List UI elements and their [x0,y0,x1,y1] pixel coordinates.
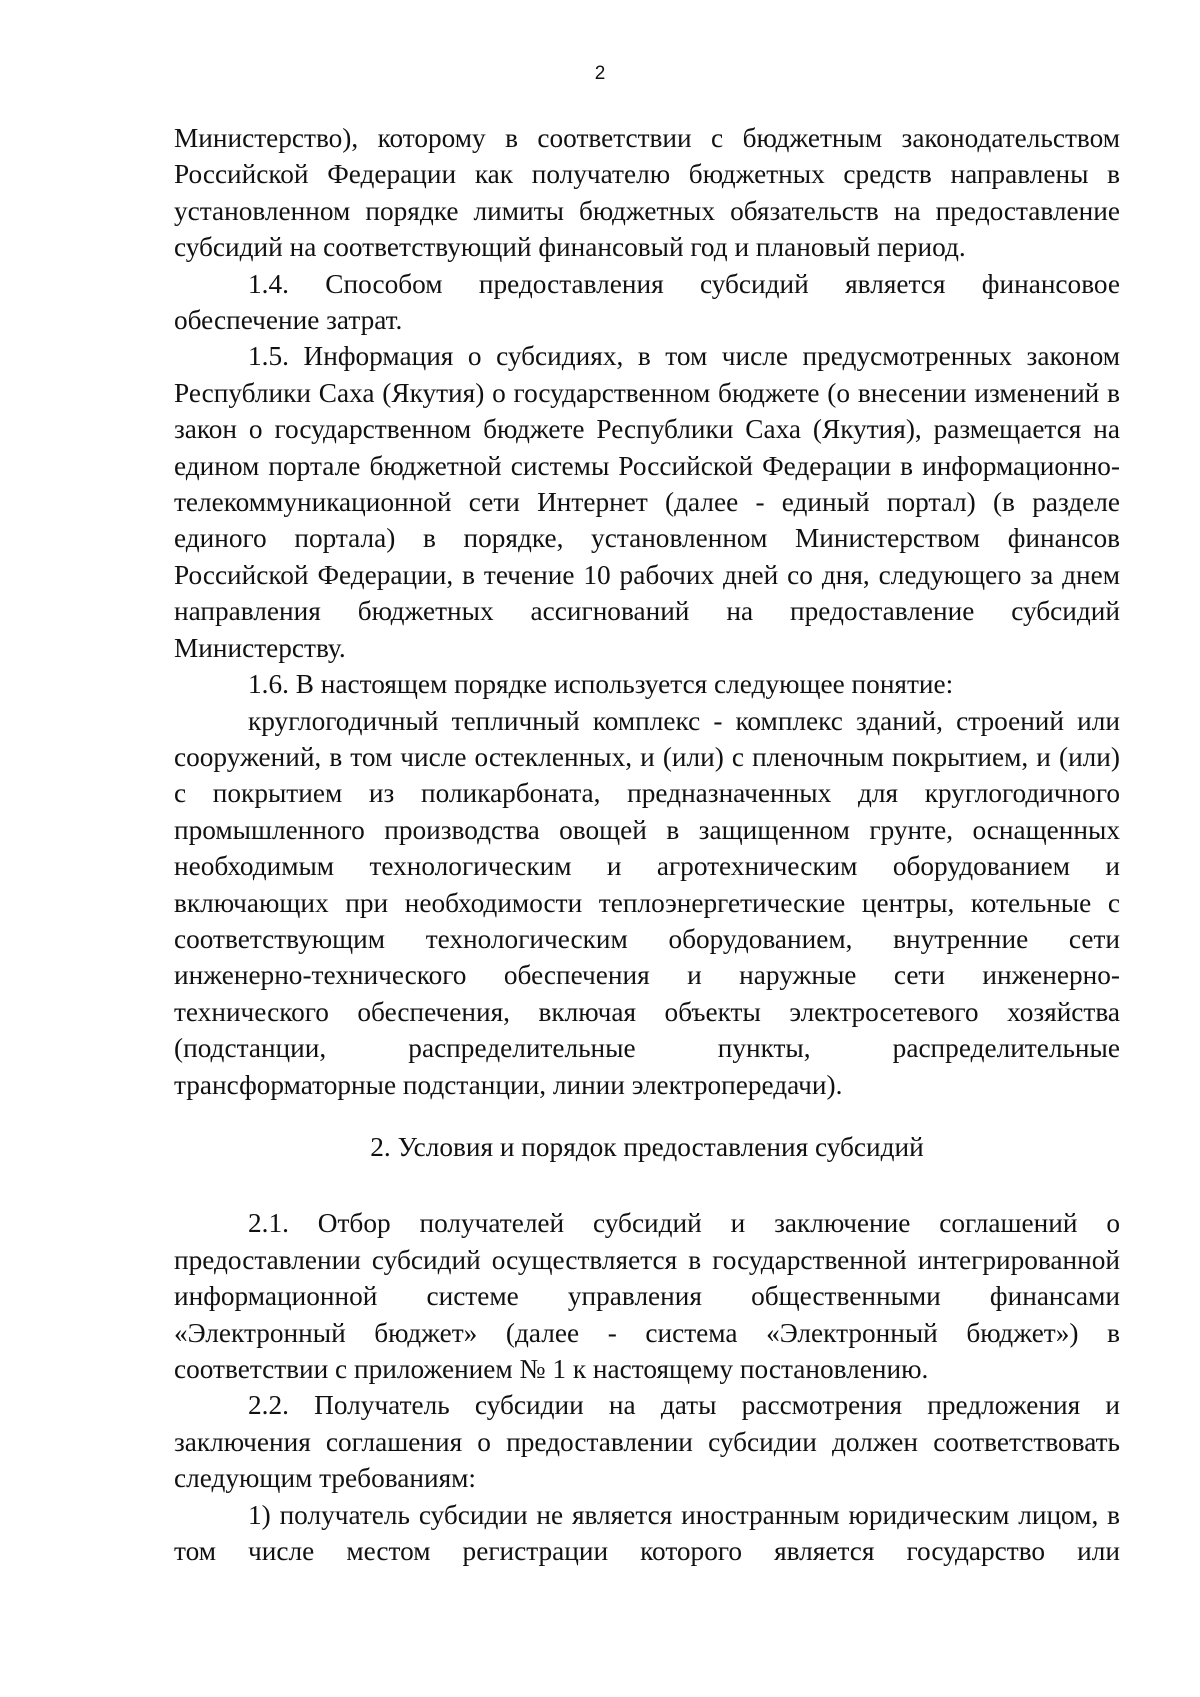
paragraph-2-2: 2.2. Получатель субсидии на даты рассмотрения предложения и заключения соглашения о предоставлении субсидии должен соответствовать следующим требованиям: [174,1390,1120,1494]
paragraph-ministry-continuation: Министерство), которому в соответствии с бюджетным законодательством Российской Федерации как получателю бюджетных средств направлены в установленном порядке лимиты бюджетных обязательств на предоставление субсидий на соответствующий финансовый год и плановый период. [174,123,1120,263]
paragraph-requirement-1: 1) получатель субсидии не является иностранным юридическим лицом, в том числе местом регистрации которого является государство или [174,1499,1120,1567]
paragraph-1-5: 1.5. Информация о субсидиях, в том числе предусмотренных законом Республики Саха (Якутия) о государственном бюджете (о внесении изменений в закон о государственном бюджете Республики Саха (Якутия), размещается на едином портале бюджетной системы Российской Федерации в информационно-телекоммуникационной сети Интернет (далее - единый портал) (в разделе единого портала) в порядке, установленном Министерством финансов Российской Федерации, в течение 10 рабочих дней со дня, следующего за днем направления бюджетных ассигнований на предоставление субсидий Министерству. [174,341,1120,663]
paragraph-1-6: 1.6. В настоящем порядке используется следующее понятие: [248,669,954,700]
paragraph-definition: круглогодичный тепличный комплекс - комплекс зданий, строений или сооружений, в том числе остекленных, и (или) с пленочным покрытием, и (или) с покрытием из поликарбоната, предназначенных для круглогодичного промышленного производства овощей в защищенном грунте, оснащенных необходимым технологическим и агротехническим оборудованием и включающих при необходимости теплоэнергетические центры, котельные с соответствующим технологическим оборудованием, внутренние сети инженерно-технического обеспечения и наружные сети инженерно-технического обеспечения, включая объекты электросетевого хозяйства (подстанции, распределительные пункты, распределительные трансформаторные подстанции, линии электропередачи). [174,705,1120,1100]
paragraph-2-1: 2.1. Отбор получателей субсидий и заключение соглашений о предоставлении субсидий осуществляется в государственной интегрированной информационной системе управления общественными финансами «Электронный бюджет» (далее - система «Электронный бюджет») в соответствии с приложением № 1 к настоящему постановлению. [174,1208,1120,1384]
document-body [174,120,1120,1569]
section-2-heading: 2. Условия и порядок предоставления субсидий [370,1131,924,1162]
paragraph-1-4: 1.4. Способом предоставления субсидий является финансовое обеспечение затрат. [174,268,1120,336]
page-number: 2 [594,63,606,84]
